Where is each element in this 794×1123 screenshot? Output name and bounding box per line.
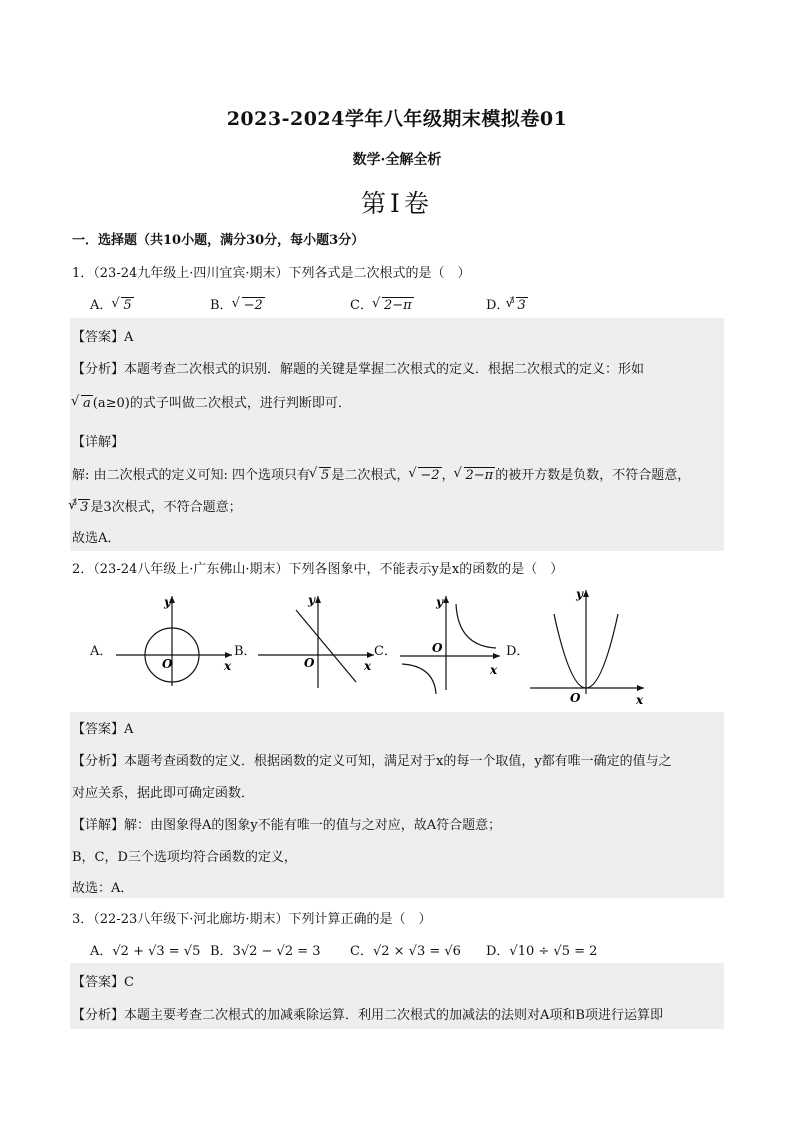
q1-option-b: B．√ −2 xyxy=(210,294,265,313)
volume-heading: 第Ⅰ卷 xyxy=(361,189,433,218)
q3-option-c: C．√2 × √3 = √6 xyxy=(350,944,461,959)
q1-option-c: C．√ 2−π xyxy=(350,294,414,313)
q2-option-b-label: B． xyxy=(234,644,257,659)
q2-stem: 2．（23-24八年级上·广东佛山·期末）下列各图象中，不能表示y是x的函数的是（ ） xyxy=(72,562,564,577)
q3-analysis-line1: 【分析】本题主要考查二次根式的加减乘除运算．利用二次根式的加减法的法则对A项和B项进行运算即 xyxy=(72,1008,663,1023)
q1-detail-line2: $^3$√ 3 是3次根式，不符合题意； xyxy=(72,496,242,515)
section-heading: 一．选择题（共10小题，满分30分，每小题3分） xyxy=(72,233,365,248)
axis-y-label: y xyxy=(308,593,315,607)
axis-x-label: x xyxy=(490,663,498,677)
q1-detail-line1: 解: 由二次根式的定义可知: 四个选项只有√ 5 是二次根式，√ −2 ，√ 2−π 的被开方数是负数，不符合题意， xyxy=(72,464,690,483)
axis-x-label: x xyxy=(224,659,232,673)
q3-answer: 【答案】C xyxy=(72,975,134,990)
origin-label: O xyxy=(304,656,315,670)
q2-analysis-line1: 【分析】本题考查函数的定义．根据函数的定义可知，满足对于x的每一个取值，y都有唯一确定的值与之 xyxy=(72,754,672,769)
origin-label: O xyxy=(570,691,581,705)
q2-answer: 【答案】A xyxy=(72,722,134,737)
q2-graph-d xyxy=(526,584,652,708)
q1-option-d: D．$^3$√ 3 xyxy=(486,294,528,313)
q2-detail-line1: 【详解】解：由图象得A的图象y不能有唯一的值与之对应，故A符合题意； xyxy=(72,818,502,833)
page-subtitle: 数学·全解全析 xyxy=(352,152,442,168)
axis-x-label: x xyxy=(636,693,644,707)
page-title: 2023-2024学年八年级期末模拟卷01 xyxy=(226,108,568,130)
q1-detail-label: 【详解】 xyxy=(72,435,125,450)
axis-x-label: x xyxy=(364,659,372,673)
q2-graph-c xyxy=(396,590,506,700)
q2-option-c-label: C． xyxy=(374,644,397,659)
q2-detail-line2: B，C，D三个选项均符合函数的定义， xyxy=(72,850,297,865)
q1-stem: 1．（23-24九年级上·四川宜宾·期末）下列各式是二次根式的是（ ） xyxy=(72,266,471,281)
q2-option-d-label: D． xyxy=(506,644,530,659)
q2-option-a-label: A． xyxy=(90,644,113,659)
q3-option-a: A．√2 + √3 = √5 xyxy=(90,944,201,959)
q1-answer: 【答案】A xyxy=(72,330,134,345)
q1-analysis-line1: 【分析】本题考查二次根式的识别．解题的关键是掌握二次根式的定义．根据二次根式的定义：形如 xyxy=(72,362,645,377)
origin-label: O xyxy=(162,657,173,671)
q3-stem: 3．（22-23八年级下·河北廊坊·期末）下列计算正确的是（ ） xyxy=(72,912,432,927)
q3-option-d: D．√10 ÷ √5 = 2 xyxy=(486,944,598,959)
q2-graph-a xyxy=(112,590,236,690)
q3-option-b: B．3√2 − √2 = 3 xyxy=(210,944,321,959)
q1-analysis-line2: √ a (a≥0)的式子叫做二次根式，进行判断即可． xyxy=(72,392,351,411)
q2-conclusion: 故选：A． xyxy=(72,881,134,896)
q2-graph-b xyxy=(256,590,380,690)
axis-y-label: y xyxy=(436,595,443,609)
origin-label: O xyxy=(432,641,443,655)
q1-conclusion: 故选A． xyxy=(72,531,121,546)
q1-option-a: A．√ 5 xyxy=(90,294,134,313)
q1-solution-block xyxy=(70,318,724,551)
axis-y-label: y xyxy=(576,587,583,601)
q2-solution-block xyxy=(70,712,724,898)
q2-analysis-line2: 对应关系，据此即可确定函数． xyxy=(72,786,255,801)
axis-y-label: y xyxy=(164,595,171,609)
